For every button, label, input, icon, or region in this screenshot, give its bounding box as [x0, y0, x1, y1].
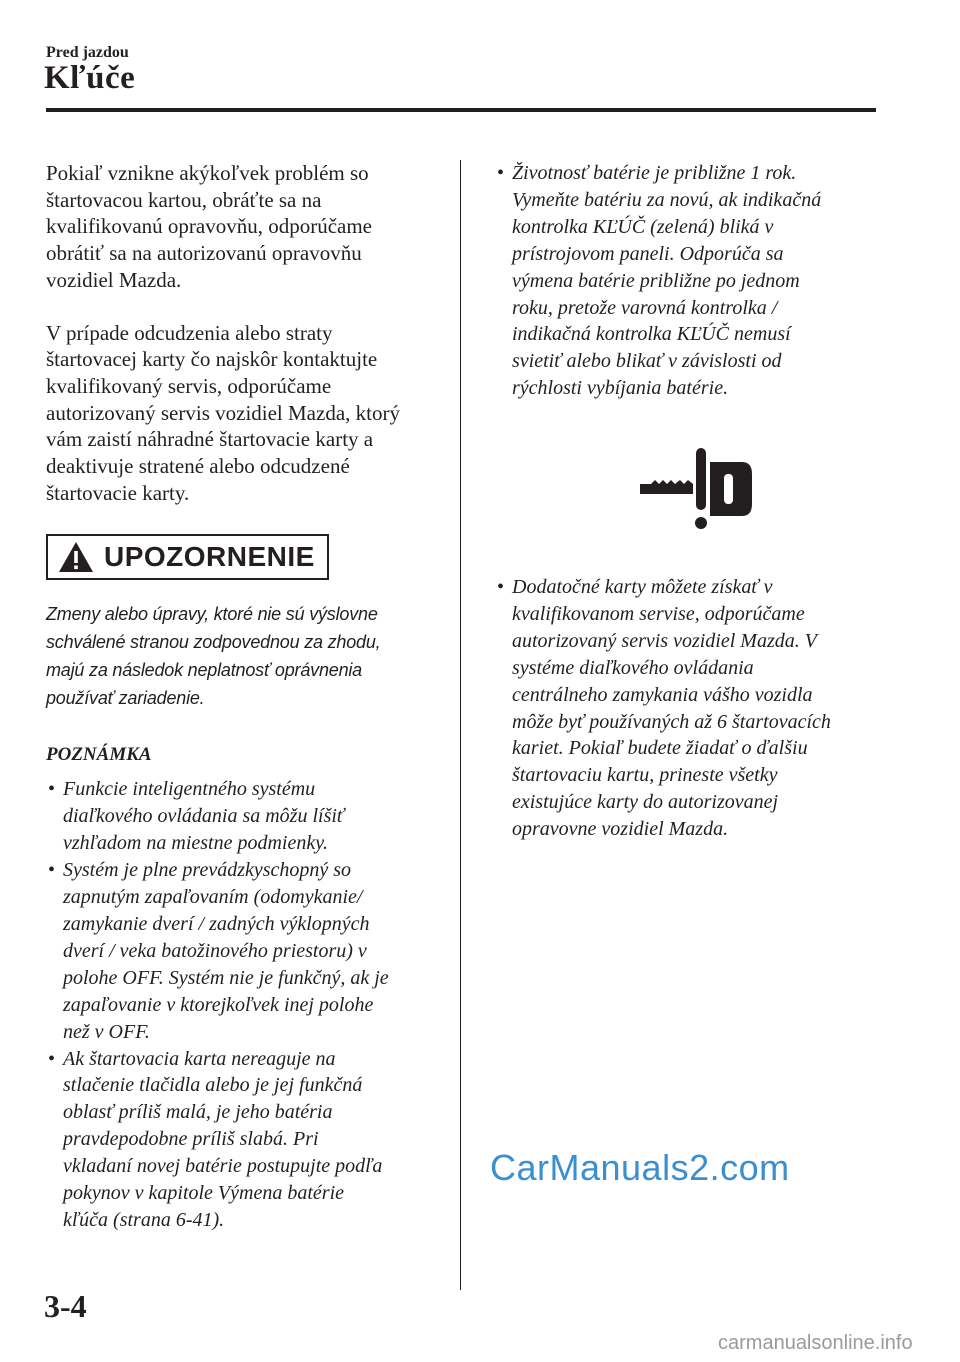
footer-site-label: carmanualsonline.info [718, 1332, 913, 1354]
additional-cards-item [495, 574, 831, 843]
chapter-title: Kľúče [44, 60, 136, 96]
note-item [46, 857, 441, 1045]
warning-triangle-icon [58, 541, 94, 573]
warning-title: UPOZORNENIE [104, 541, 315, 573]
key-indicator-figure [640, 446, 755, 532]
section-label: Pred jazdou [46, 44, 129, 61]
note-item-text: Funkcie inteligentného systému diaľkového ovládania sa môžu líšiť vzhľadom na miestne podmienky. [63, 778, 345, 855]
additional-cards-list [495, 574, 831, 843]
note-item-text: Ak štartovacia karta nereaguje na stlačenie tlačidla alebo je jej funkčná oblasť príliš malá, je jeho batéria pravdepodobne príliš slabá. Pri vkladaní novej batérie postupujte podľa pokynov v kapitole Výmena batérie kľúča (strana 6-41). [63, 1047, 383, 1231]
paragraph-theft: V prípade odcudzenia alebo straty štartovacej karty čo najskôr kontaktujte kvalifikovaný servis, odporúčame autorizovaný servis vozidiel Mazda, ktorý vám zaistí náhradné štartovacie karty a deaktivuje stratené alebo odcudzené štartovacie karty. [46, 320, 400, 505]
bullet-dot: • [48, 1047, 56, 1070]
battery-list [495, 160, 865, 402]
left-column [46, 160, 441, 1234]
paragraph-problem: Pokiaľ vznikne akýkoľvek problém so štartovacou kartou, obráťte sa na kvalifikovanú opravovňu, odporúčame obrátiť sa na autorizovanú opravovňu vozidiel Mazda. [46, 161, 372, 292]
additional-cards-text: Dodatočné karty môžete získať v kvalifikovanom servise, odporúčame autorizovaný servis vozidiel Mazda. V systéme diaľkového ovládania centrálneho zamykania vášho vozidla môže byť používaných až 6 štartovacích kariet. Pokiaľ budete žiadať o ďalšiu štartovaciu kartu, prineste všetky existujúce karty do autorizovanej opravovne vozidiel Mazda. [512, 576, 831, 841]
warning-text: Zmeny alebo úpravy, ktoré nie sú výslovne schválené stranou zodpovednou za zhodu, majú za následok neplatnosť oprávnenia používať zariadenie. [46, 604, 381, 709]
warning-box [46, 534, 329, 580]
note-item [46, 1046, 441, 1234]
battery-life-item [495, 160, 865, 402]
key-warning-indicator-icon [640, 446, 755, 532]
page-number: 3-4 [44, 1288, 87, 1324]
bullet-dot: • [48, 778, 56, 801]
note-item [46, 776, 441, 857]
bullet-dot: • [497, 162, 505, 184]
header-rule [46, 108, 876, 112]
bullet-dot: • [497, 576, 505, 598]
bullet-dot: • [48, 859, 56, 882]
battery-life-text: Životnosť batérie je približne 1 rok. Vymeňte batériu za novú, ak indikačná kontrolka KĽÚČ (zelená) bliká v prístrojovom paneli. Odporúča sa výmena batérie približne po jednom roku, pretože varovná kontrolka / indikačná kontrolka KĽÚČ nemusí svietiť alebo blikať v závislosti od rýchlosti vybíjania batérie. [512, 162, 822, 400]
note-heading: POZNÁMKA [46, 744, 152, 766]
note-item-text: Systém je plne prevádzkyschopný so zapnutým zapaľovaním (odomykanie/ zamykanie dverí / zadných výklopných dverí / veka batožinového priestoru) v polohe OFF. Systém nie je funkčný, ak je zapaľovanie v ktorejkoľvek inej polohe než v OFF. [63, 859, 389, 1043]
watermark: CarManuals2.com [490, 1147, 790, 1188]
right-column [495, 160, 865, 841]
note-list [46, 776, 441, 1233]
column-divider [460, 160, 461, 1290]
